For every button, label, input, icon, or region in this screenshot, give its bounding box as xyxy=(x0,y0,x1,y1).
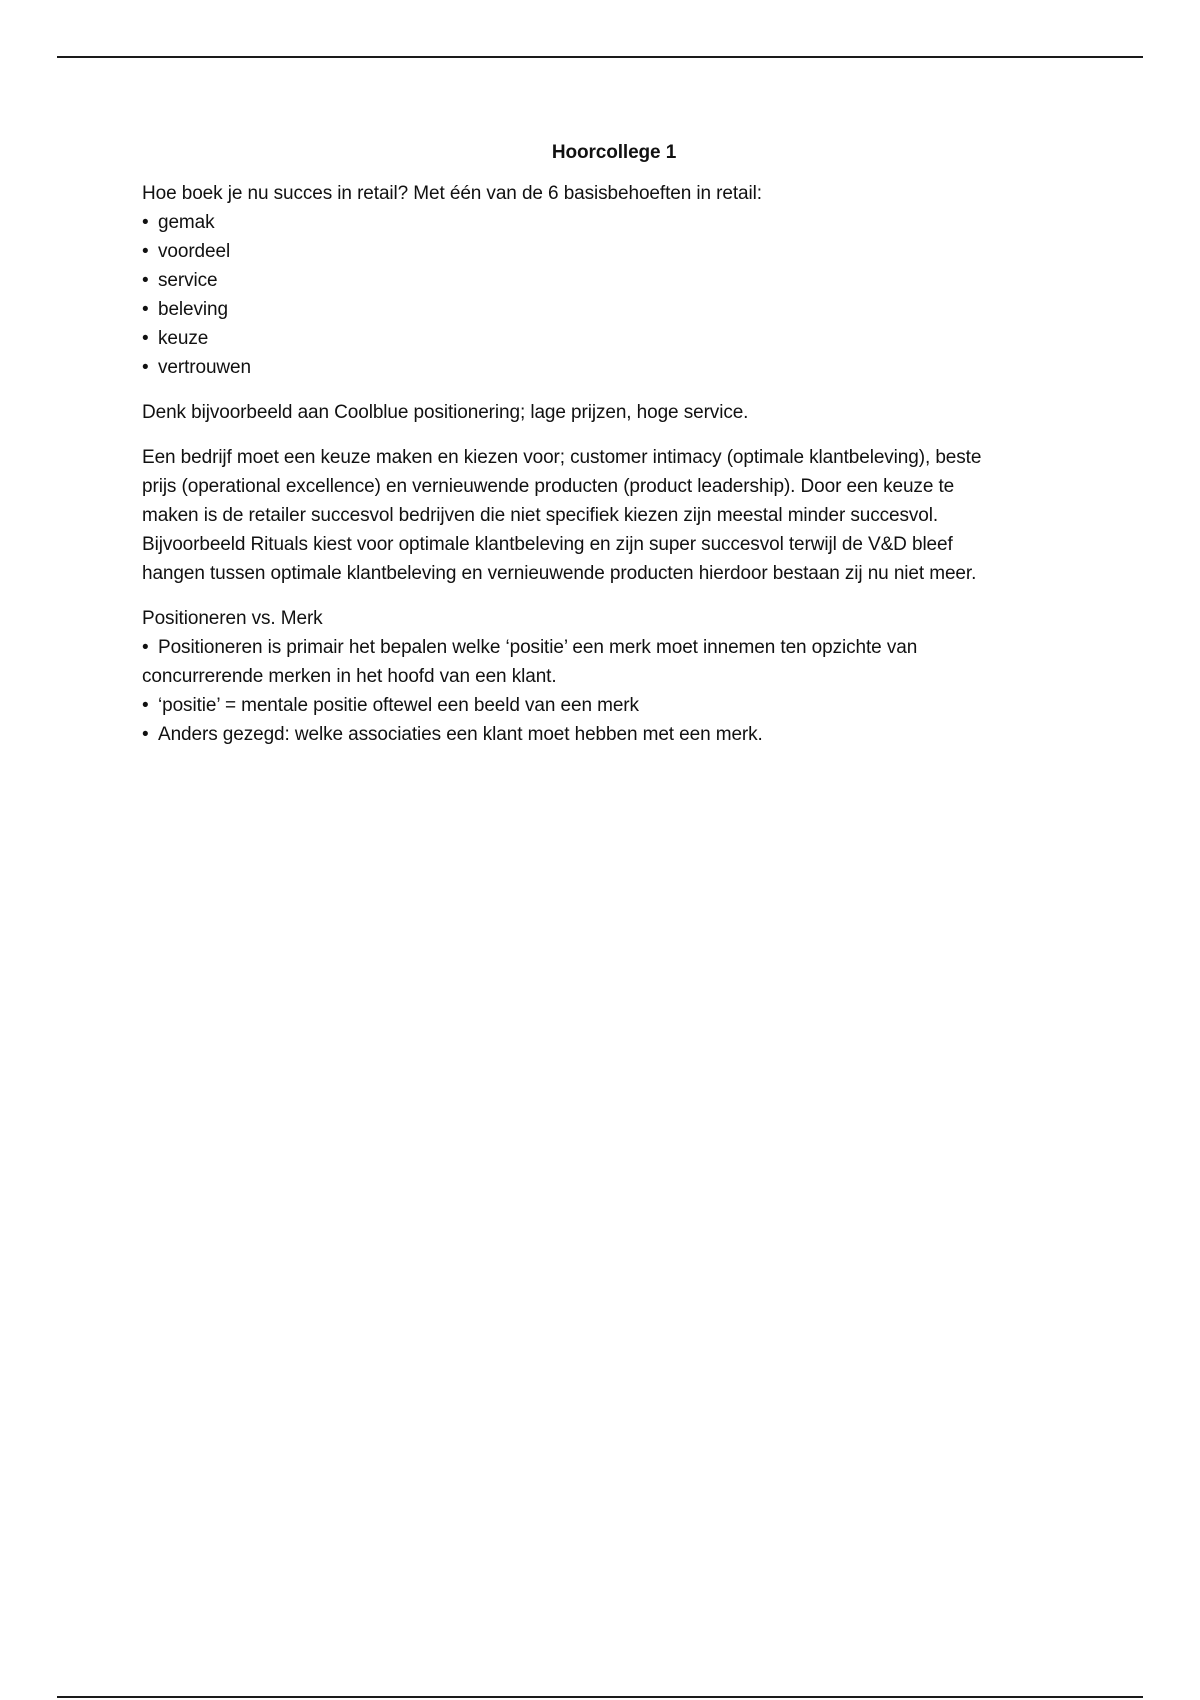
list-item: • vertrouwen xyxy=(142,353,1072,382)
example-paragraph: Denk bijvoorbeeld aan Coolblue positionering; lage prijzen, hoge service. xyxy=(142,402,749,423)
list-item: • ‘positie’ = mentale positie oftewel een beeld van een merk xyxy=(142,691,1072,720)
intro-paragraph: Hoe boek je nu succes in retail? Met één van de 6 basisbehoeften in retail: xyxy=(142,183,762,204)
section-heading: Positioneren vs. Merk xyxy=(142,608,323,629)
bullet-icon: • xyxy=(142,241,149,262)
paragraph-line: Bijvoorbeeld Rituals kiest voor optimale klantbeleving en zijn super succesvol terwijl de V&D bleef xyxy=(142,534,953,555)
list-item: • Positioneren is primair het bepalen welke ‘positie’ een merk moet innemen ten opzichte van concurrerende merken in het hoofd van een klant. xyxy=(142,633,1072,691)
page-title: Hoorcollege 1 xyxy=(551,142,677,163)
list-item: • gemak xyxy=(142,208,1072,237)
list-item: • voordeel xyxy=(142,237,1072,266)
bullet-icon: • xyxy=(142,328,149,349)
bullet-icon: • xyxy=(142,637,149,658)
strategy-paragraph xyxy=(142,443,1072,588)
paragraph-line: prijs (operational excellence) en vernieuwende producten (product leadership). Door een keuze te xyxy=(142,476,955,497)
list-item: • keuze xyxy=(142,324,1072,353)
bullet-icon: • xyxy=(142,695,149,716)
bullet-icon: • xyxy=(142,299,149,320)
list-item: • Anders gezegd: welke associaties een klant moet hebben met een merk. xyxy=(142,720,1072,749)
header-rule xyxy=(57,56,1143,58)
paragraph-line: hangen tussen optimale klantbeleving en vernieuwende producten hierdoor bestaan zij nu niet meer. xyxy=(142,563,977,584)
bullet-icon: • xyxy=(142,357,149,378)
bullet-icon: • xyxy=(142,724,149,745)
list-item: • beleving xyxy=(142,295,1072,324)
footer-rule xyxy=(57,1696,1143,1698)
document-body xyxy=(142,138,1072,749)
bullet-icon: • xyxy=(142,270,149,291)
paragraph-line: maken is de retailer succesvol bedrijven die niet specifiek kiezen zijn meestal minder succesvol. xyxy=(142,505,939,526)
paragraph-line: Een bedrijf moet een keuze maken en kiezen voor; customer intimacy (optimale klantbeleving), beste xyxy=(142,447,982,468)
needs-list xyxy=(142,208,1072,382)
positioning-list xyxy=(142,633,1072,749)
bullet-icon: • xyxy=(142,212,149,233)
list-item: • service xyxy=(142,266,1072,295)
